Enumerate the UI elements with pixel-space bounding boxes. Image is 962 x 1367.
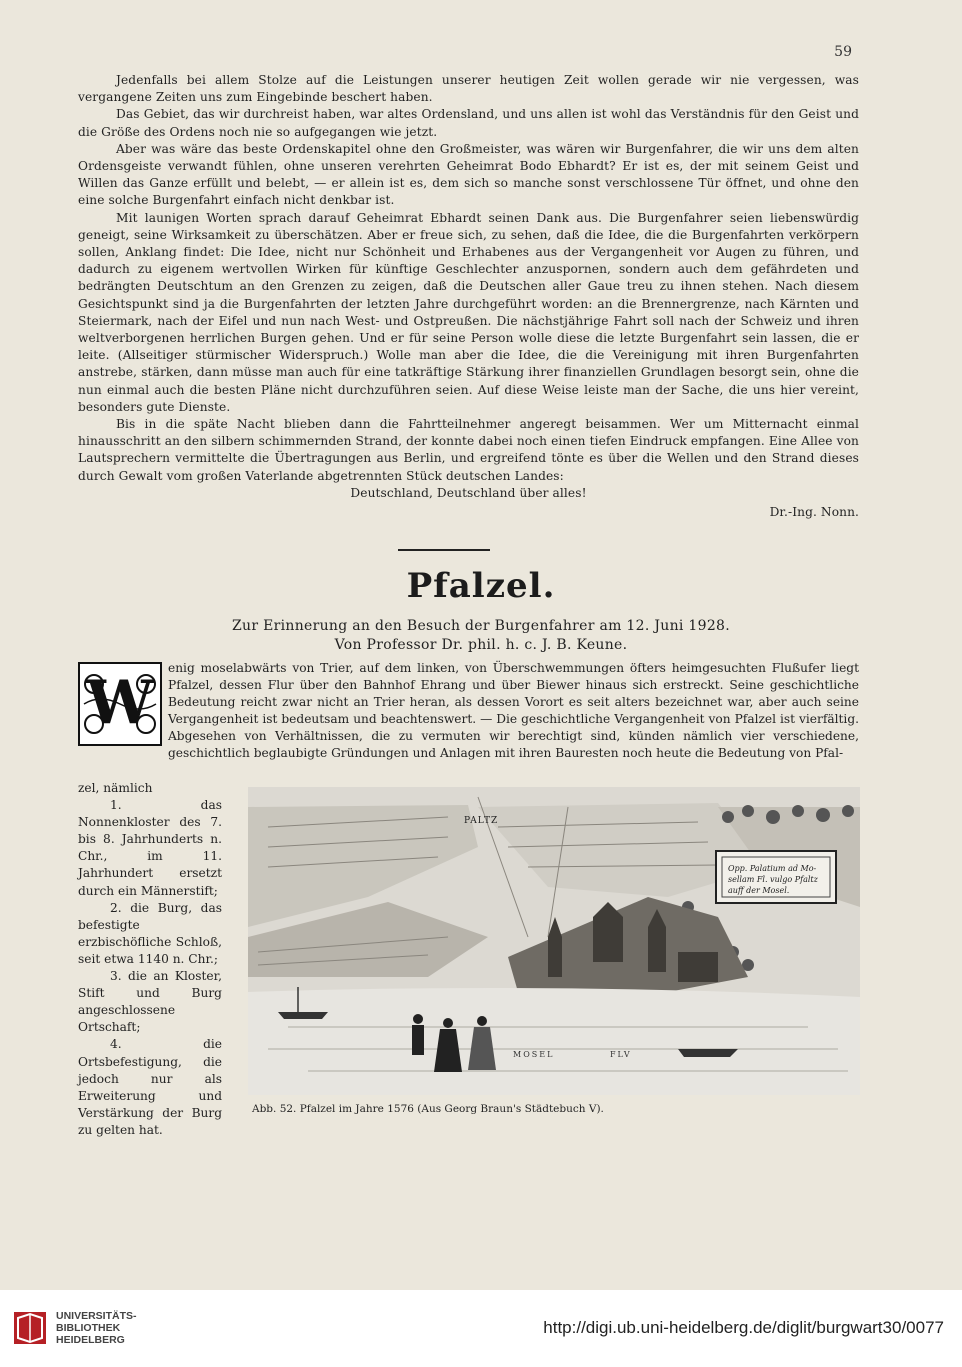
initial-letter: W [86, 668, 154, 739]
paragraph: Mit launigen Worten sprach darauf Geheimrat Ebhardt seinen Dank aus. Die Burgenfahrer seien liebenswürdig geneigt, seine Wirksamkeit zu überschätzen. Aber er freue sich, zu sehen, daß die Idee, die die Burgenfahrten verkörpern sollen, Anklang findet: Die Idee, nicht nur Schönheit und Erhabenes aus der Vergangenheit vor Augen zu führen, und dadurch zu eigenem wertvollen Wirken für künftige Geschlechter anzuspornen, sondern auch dem gefährdeten und bedrängten Deutschtum an den Grenzen zu zeigen, daß die Deutschen aller Gaue treu zu ihnen stehen. Nach diesem Gesichtspunkt sind ja die Burgenfahrten der letzten Jahre durchgeführt worden: an die Brennergrenze, nach Kärnten und Steiermark, nach der Eifel und nun nach West- und Ostpreußen. Die nächstjährige Fahrt soll nach der Schweiz und ihren weltverborgenen herrlichen Burgen gehen. Und er für seine Person wolle diese die letzte Burgenfahrt sein lassen, die er leite. (Allseitiger stürmischer Widerspruch.) Wolle man aber die Idee, die die Vereinigung mit ihren Burgenfahrten anstrebe, stärken, dann müsse man auch für eine tatkräftige Stärkung ihrer finanziellen Grundlagen besorgt sein, ohne die nun einmal auch die besten Pläne nicht durchzuführen seien. Auf diese Weise leiste man der Sache, die uns hier vereint, besonders gute Dienste. [78, 210, 859, 414]
source-url-link[interactable]: http://digi.ub.uni-heidelberg.de/diglit/burgwart30/0077 [543, 1318, 944, 1337]
map-label: PALTZ [464, 816, 499, 826]
closing-line: Deutschland, Deutschland über alles! [350, 485, 587, 500]
library-logo[interactable] [12, 1310, 137, 1346]
figure-caption: Abb. 52. Pfalzel im Jahre 1576 (Aus Georg Braun's Städtebuch V). [252, 1103, 604, 1115]
side-lead: zel, nämlich [78, 781, 153, 795]
paragraph: Aber was wäre das beste Ordenskapitel ohne den Großmeister, was wären wir Burgenfahrer, die wir uns dem alten Ordensgeiste verwandt fühlen, ohne unseren verehrten Geheimrat Bodo Ebhardt? Er ist es, der mit seinem Geist und Willen das Ganze erfüllt und belebt, — er allein ist es, dem sich so manche sonst verschlossene Tür öffnet, und ohne den eine solche Burgenfahrt einfach nicht denkbar ist. [78, 141, 859, 208]
list-item: 2. die Burg, das befestigte erzbischöfliche Schloß, seit etwa 1140 n. Chr.; [78, 900, 222, 966]
logo-line: BIBLIOTHEK [56, 1322, 121, 1334]
engraving-figure [248, 787, 860, 1095]
town-engraving [248, 787, 860, 1095]
list-item: 1. das Nonnenkloster des 7. bis 8. Jahrhunderts n. Chr., im 11. Jahrhundert ersetzt durch ein Männerstift; [78, 798, 222, 898]
article-subtitle: Zur Erinnerung an den Besuch der Burgenfahrer am 12. Juni 1928. [232, 618, 730, 634]
paragraph: Bis in die späte Nacht blieben dann die Fahrtteilnehmer angeregt beisammen. Wer um Mitternacht einmal hinausschritt an den silbern schimmernden Strand, der konnte dabei noch einen tiefen Eindruck empfangen. Eine Allee von Lautsprechern vermittelte die Übertragungen aus Berlin, und ergreifend tönte es über die Wellen und den Strand dieses durch Gewalt vom großen Vaterlande abgetrennten Stück deutschen Landes: [78, 417, 859, 483]
page-number: 59 [834, 44, 852, 60]
lead-text: enig moselabwärts von Trier, auf dem linken, von Überschwemmungen öfters heimgesuchten Flußufer liegt Pfalzel, dessen Flur über den Bahnhof Ehrang und über Biewer hinaus sich erstreckt. Seine geschichtliche Bedeutung reicht zwar nicht an Trier heran, als dessen Vorort es seit alters bezeichnet war, aber auch seine Vergangenheit ist bedeutsam und beachtenswert. — Die geschichtliche Vergangenheit von Pfalzel ist vierfältig. Abgesehen von Verhältnissen, die zu vermuten wir berechtigt sind, künden nämlich vier verschiedene, geschichtlich beglaubigte Gründungen und Anlagen mit ihren Bauresten noch heute die Bedeutung von Pfal- [168, 661, 859, 761]
logo-line: UNIVERSITÄTS- [56, 1310, 137, 1322]
footer-bar [0, 1290, 962, 1367]
river-label: FLV [610, 1050, 632, 1059]
list-item: 4. die Ortsbefestigung, die jedoch nur als Erweiterung und Verstärkung der Burg zu gelten hat. [78, 1037, 222, 1137]
article-author: Von Professor Dr. phil. h. c. J. B. Keune. [334, 637, 628, 653]
side-column [78, 780, 222, 1139]
article-title: Pfalzel. [406, 566, 556, 606]
library-seal-icon [12, 1310, 48, 1346]
paragraph: Das Gebiet, das wir durchreist haben, war altes Ordensland, und uns allen ist wohl das Verständnis für den Geist und die Größe des Ordens noch nie so aufgegangen wie jetzt. [78, 107, 859, 139]
cartouche-line: Opp. Palatium ad Mo- [728, 864, 817, 873]
intro-text [78, 72, 859, 521]
logo-line: HEIDELBERG [56, 1334, 125, 1346]
paragraph: Jedenfalls bei allem Stolze auf die Leistungen unserer heutigen Zeit wollen gerade wir nie vergessen, was vergangene Zeiten uns zum Eingebinde beschert haben. [78, 73, 859, 105]
cartouche-line: auff der Mosel. [728, 886, 790, 895]
signature: Dr.-Ing. Nonn. [769, 505, 859, 520]
river-label: MOSEL [513, 1050, 555, 1059]
article-lead [78, 660, 859, 763]
list-item: 3. die an Kloster, Stift und Burg angeschlossene Ortschaft; [78, 969, 222, 1035]
cartouche-line: sellam Fl. vulgo Pfaltz [728, 875, 818, 884]
section-divider [398, 549, 490, 551]
decorated-initial [78, 662, 162, 746]
library-name [56, 1310, 137, 1346]
